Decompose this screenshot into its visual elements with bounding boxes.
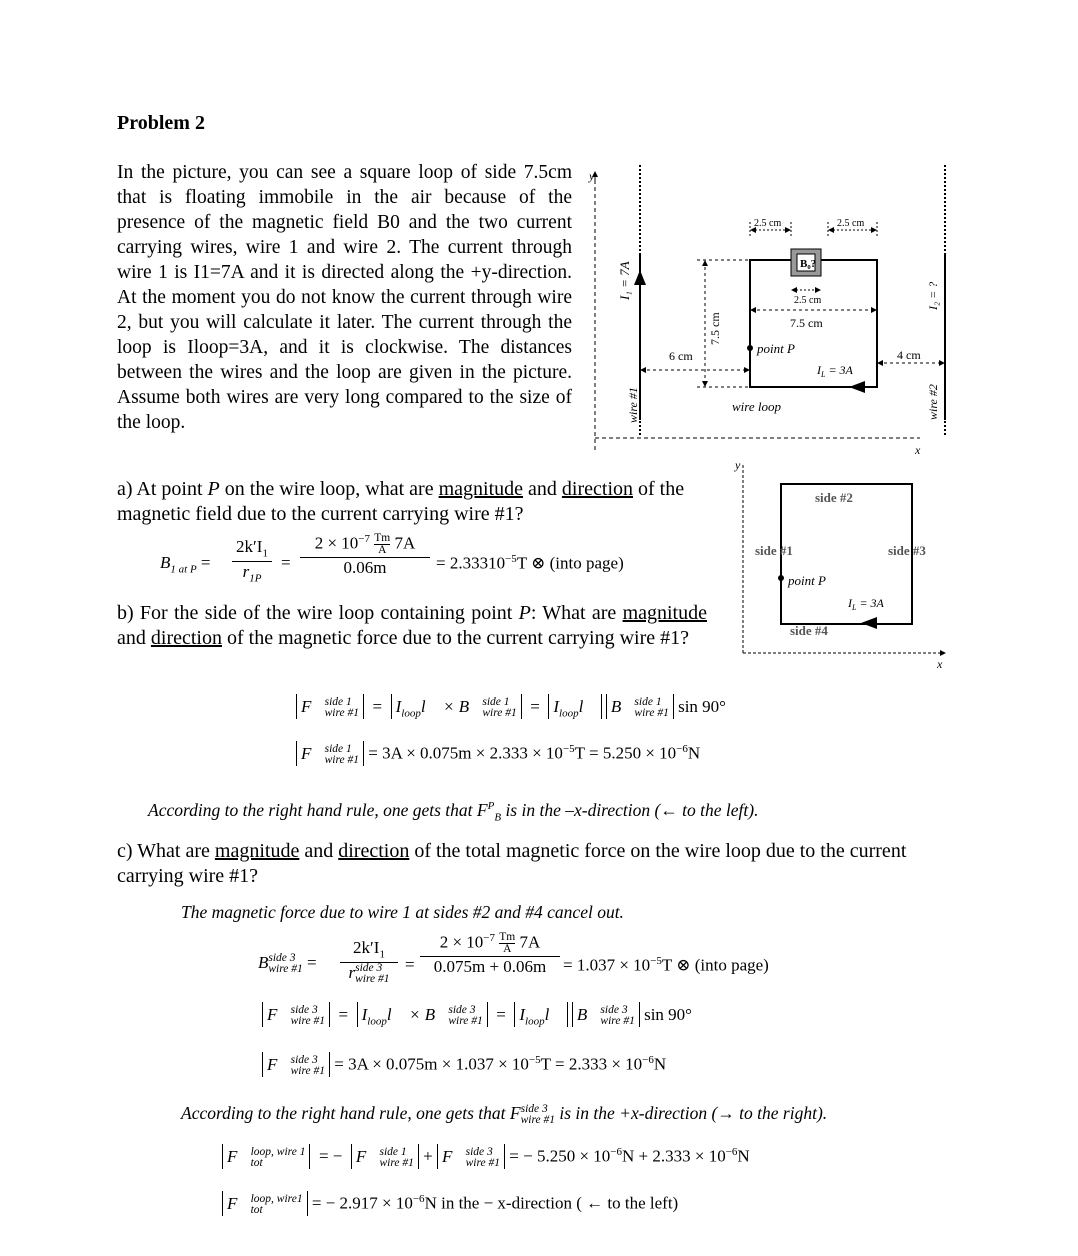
dim-75-vertical: 7.5 cm: [708, 312, 722, 345]
note-b: According to the right hand rule, one gets that $F^P_B$ is in the –x-direction (← to the left).: [148, 800, 759, 824]
fig2-side1: side #1: [755, 543, 793, 558]
fig2-side4: side #4: [790, 623, 828, 638]
dim-6cm: 6 cm: [669, 349, 693, 363]
dim-25-mid: 2.5 cm: [794, 295, 822, 306]
eq-a-result: = $2.33310^{-5}T$ ⊗ (into page): [436, 553, 624, 573]
eq-c-lhs: B side 3 wire #1 =: [258, 952, 317, 976]
dim-4cm: 4 cm: [897, 348, 921, 362]
eq-c-line2: F⃗ side 3 wire #1 = $I_{loop}l⃗$ × B⃗ side 3 wire #1 = $I_{loop}l⃗$ B⃗ side 3 wire #1 sin 90°: [262, 1005, 692, 1027]
question-b: b) For the side of the wire loop containing point P: What are magnitude and direction of the magnetic force due to the current carrying wire #1?: [117, 602, 707, 649]
dim-25-right: 2.5 cm: [837, 218, 865, 229]
eq-total-line2: F⃗ loop, wire1 tot = − $2.917 \times 10^{-6}N$ in the − x-direction ( ← to the left): [222, 1193, 678, 1216]
fig2-side3: side #3: [888, 543, 926, 558]
wire1-label: wire #1: [626, 387, 640, 423]
fig1-il: $I_L = 3A$: [817, 363, 853, 379]
wire2-current: I₂ = ?: [926, 281, 940, 310]
figure-loop-sides: [715, 455, 965, 675]
eq-a-lhs: $B_{1 at P}$ =: [160, 553, 211, 576]
eq-a-frac1: $\frac{2k'I_1}{r_{1P}}$: [232, 537, 272, 585]
question-a: a) At point P on the wire loop, what are magnitude and direction of the magnetic field due to the current carrying wire #1?: [117, 478, 685, 525]
fig2-point-p: point P: [788, 573, 826, 588]
fig2-il: $I_L = 3A$: [848, 596, 884, 612]
eq-c-frac2: $2 \times 10^{-7}$ $\frac{Tm}{A}$ 7A 0.075m + 0.06m: [420, 932, 560, 977]
wire1-current: I₁ = 7A: [617, 261, 632, 300]
wire1-current-arrow: [634, 270, 646, 285]
fig1-y-label: y: [589, 169, 595, 183]
dim-75-horizontal: 7.5 cm: [790, 316, 823, 330]
eq-c-result: = $1.037 \times 10^{-5}T$ ⊗ (into page): [563, 955, 769, 975]
loop-current-arrow: [849, 381, 865, 393]
fig2-y-label: y: [735, 458, 741, 472]
eq-c-frac1: $2k'I_1$ r side 3 wire #1: [340, 938, 398, 985]
problem-intro: In the picture, you can see a square loop of side 7.5cm that is floating immobile in the air because of the presence of the magnetic field B0 and the two current carrying wires, wire 1 and wire 2. The current through wire 1 is I1=7A and it is directed along the +y-direction. At the moment you do not know the current through wire 2, but you will calculate it later. The current through the loop is Iloop=3A, and it is clockwise. The distances between the wires and the loop are given in the picture. Assume both wires are very long compared to the size of the loop.: [117, 162, 572, 433]
page-title: Problem 2: [117, 112, 205, 134]
note-cancel: The magnetic force due to wire 1 at sides #2 and #4 cancel out.: [181, 902, 624, 922]
fig1-point-p: point P: [757, 341, 795, 356]
eq-b-line2: F⃗ side 1 wire #1 = $3A \times 0.075m \times 2.333 \times 10^{-5}T = 5.250 \times 10^{-6}N$: [296, 743, 700, 766]
eq-a-frac2: $2 \times 10^{-7}$ $\frac{Tm}{A}$ 7A 0.06m: [300, 533, 430, 578]
eq-b-line1: F⃗ side 1 wire #1 = $I_{loop}l⃗$ × B⃗ side 1 wire #1 = $I_{loop}l⃗$ B⃗ side 1 wire #1 sin 90°: [296, 697, 726, 719]
b0-label: B₀?: [800, 258, 817, 270]
dim-25-left: 2.5 cm: [754, 218, 782, 229]
eq-total-line1: F⃗ loop, wire 1 tot = − F⃗ side 1 wire #1 + F⃗ side 3 wire #1 = − $5.250 \times 10^{-6}N + 2.333 \times 10^{-6}N$: [222, 1146, 750, 1169]
wire2-label: wire #2: [926, 384, 940, 420]
question-c: c) What are magnitude and direction of the total magnetic force on the wire loop due to the current carrying wire #1?: [117, 840, 907, 887]
wire-loop-label: wire loop: [732, 399, 781, 414]
fig2-x-label: x: [937, 657, 943, 671]
point-p-marker: [747, 345, 753, 351]
fig2-side2: side #2: [815, 490, 853, 505]
fig1-x-label: x: [915, 443, 921, 457]
eq-c-line3: F⃗ side 3 wire #1 = $3A \times 0.075m \times 1.037 \times 10^{-5}T = 2.333 \times 10^{-6}N$: [262, 1054, 666, 1077]
note-c: According to the right hand rule, one gets that F side 3 wire #1 is in the +x-direction (→ to the right).: [181, 1102, 828, 1126]
figure-wires-loop: [585, 160, 985, 460]
